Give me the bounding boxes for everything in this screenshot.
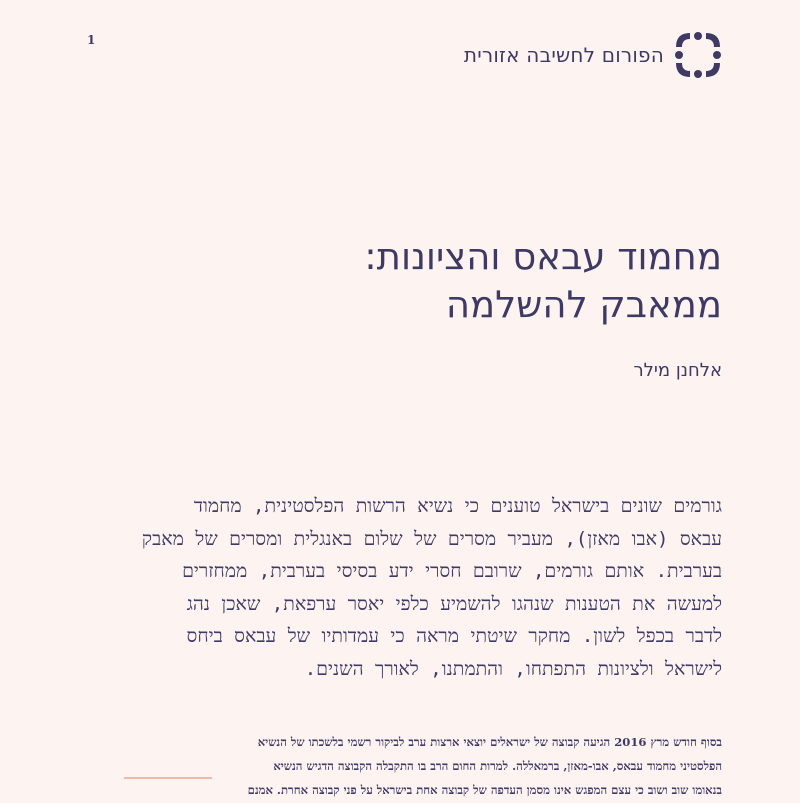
abstract-line: עבאס (אבו מאזן), מעביר מסרים של שלום באנגלית ומסרים של מאבק	[141, 527, 722, 550]
body-line: הפלסטיני מחמוד עבאס, אבו-מאזן, ברמאללה. למרות החום הרב בו התקבלה הקבוצה הדגיש הנשיא	[273, 759, 722, 773]
document-header	[464, 31, 722, 79]
abstract-line: למעשה את הטענות שנהגו להשמיע כלפי יאסר ערפאת, שאכן נהג	[186, 592, 722, 615]
abstract-line: לדבר בכפל לשון. מחקר שיטתי מראה כי עמדותיו של עבאס ביחס	[186, 625, 722, 647]
body-line: בסוף חודש מרץ 2016 הגיעה קבוצה של ישראלים יוצאי ארצות ערב לביקור רשמי בלשכתו של הנשיא	[257, 735, 722, 749]
abstract-line: בערבית. אותם גורמים, שרובם חסרי ידע בסיסי בערבית, ממחזרים	[182, 560, 722, 582]
page-number: 1	[87, 33, 96, 47]
article-body	[72, 730, 722, 802]
abstract-line: גורמים שונים בישראל טוענים כי נשיא הרשות הפלסטינית, מחמוד	[193, 495, 722, 517]
article-abstract	[82, 490, 722, 685]
organization-name: הפורום לחשיבה אזורית	[463, 43, 664, 67]
article-title-line: מחמוד עבאס והציונות:	[364, 235, 722, 278]
article-title-line: ממאבק להשלמה	[445, 283, 722, 326]
dots-frame-logo-icon	[674, 31, 722, 79]
article-title	[82, 233, 722, 329]
body-line: בנאומו שוב ושוב כי עצם המפגש אינו מסמן העדפה של קבוצה אחת בישראל על פני קבוצה אחרת. אמנם	[247, 783, 722, 797]
article-author: אלחנן מילר	[633, 360, 722, 381]
abstract-line: לישראל ולציונות התפתחו, והתמתנו, לאורך השנים.	[304, 657, 722, 680]
